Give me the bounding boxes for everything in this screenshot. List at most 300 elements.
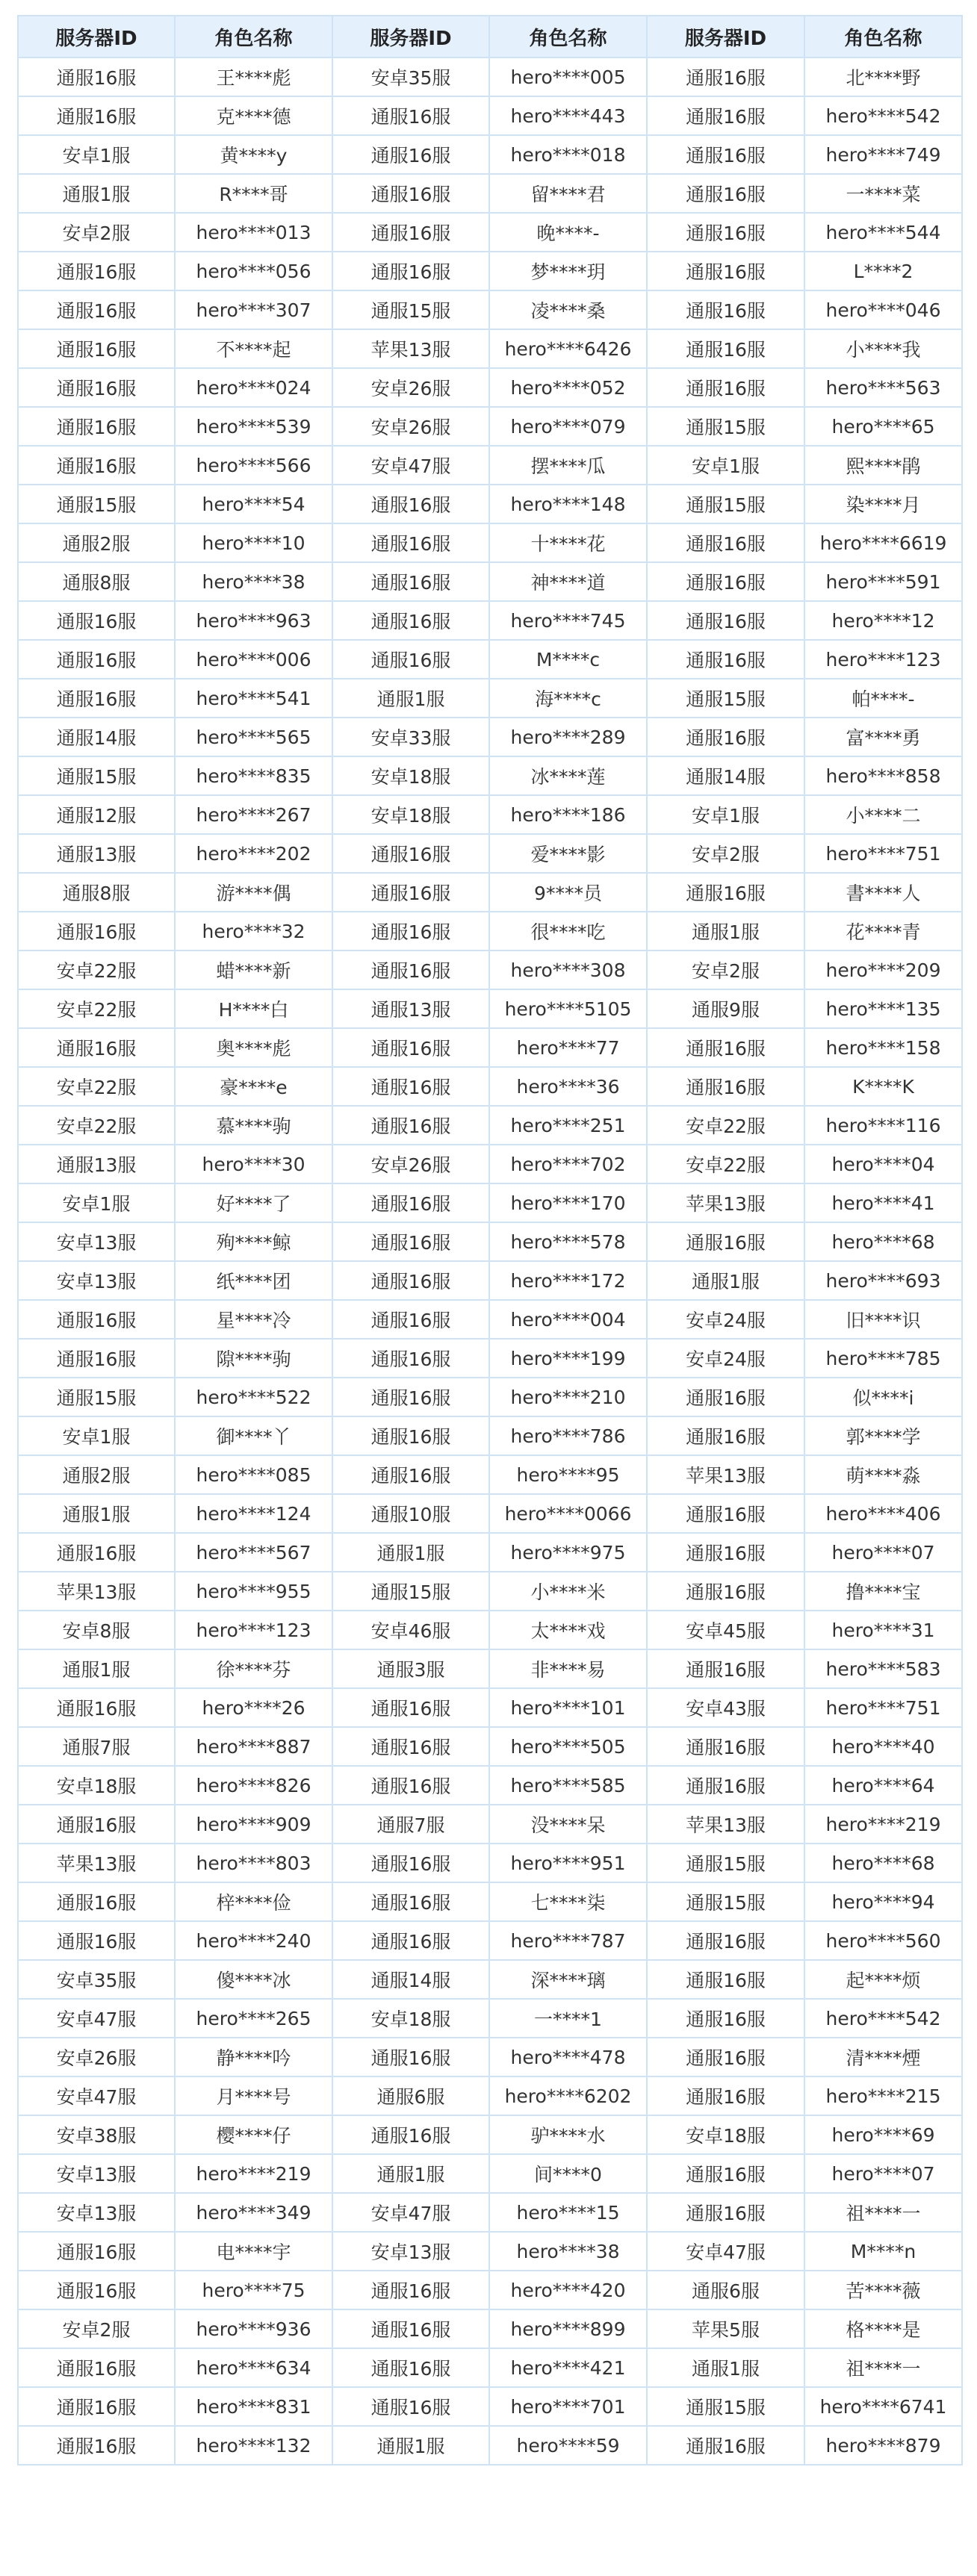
server-id-cell: 通服16服 <box>18 640 175 679</box>
server-id-cell: 安卓26服 <box>332 1145 489 1183</box>
role-name-cell: hero****41 <box>804 1183 962 1222</box>
table-row <box>18 640 962 679</box>
table-row <box>18 446 962 485</box>
table-row <box>18 96 962 135</box>
role-name-cell: 富****勇 <box>804 718 962 756</box>
server-id-cell: 安卓22服 <box>18 1067 175 1106</box>
server-id-cell: 安卓46服 <box>332 1611 489 1649</box>
table-row <box>18 1145 962 1183</box>
role-name-cell: hero****052 <box>489 368 647 407</box>
server-id-cell: 通服14服 <box>647 756 804 795</box>
role-name-cell: 似****i <box>804 1378 962 1416</box>
role-name-cell: 游****偶 <box>175 873 332 912</box>
server-id-cell: 安卓24服 <box>647 1300 804 1339</box>
server-id-cell: 安卓13服 <box>18 1261 175 1300</box>
server-id-cell: 通服1服 <box>332 1533 489 1572</box>
role-name-cell: M****n <box>804 2232 962 2271</box>
role-name-cell: hero****831 <box>175 2387 332 2426</box>
role-name-cell: 熙****鹃 <box>804 446 962 485</box>
role-name-cell: hero****693 <box>804 1261 962 1300</box>
server-id-cell: 安卓22服 <box>18 1106 175 1145</box>
table-row <box>18 1067 962 1106</box>
server-id-cell: 通服16服 <box>18 1882 175 1921</box>
role-name-cell: 十****花 <box>489 523 647 562</box>
server-id-cell: 通服16服 <box>647 57 804 96</box>
server-id-cell: 通服1服 <box>647 912 804 951</box>
server-id-cell: 苹果13服 <box>18 1844 175 1882</box>
role-name-cell: hero****307 <box>175 290 332 329</box>
server-id-cell: 通服16服 <box>18 1805 175 1844</box>
role-name-cell: hero****963 <box>175 601 332 640</box>
table-row <box>18 485 962 523</box>
role-name-cell: hero****170 <box>489 1183 647 1222</box>
server-id-cell: 安卓1服 <box>647 446 804 485</box>
role-name-cell: hero****265 <box>175 1999 332 2038</box>
server-id-cell: 通服16服 <box>647 1067 804 1106</box>
role-name-cell: hero****77 <box>489 1028 647 1067</box>
table-row <box>18 523 962 562</box>
role-name-cell: 9****员 <box>489 873 647 912</box>
server-id-cell: 通服16服 <box>647 1921 804 1960</box>
role-name-cell: 祖****一 <box>804 2348 962 2387</box>
table-row <box>18 1805 962 1844</box>
role-name-cell: hero****887 <box>175 1727 332 1766</box>
table-row <box>18 1688 962 1727</box>
role-name-cell: hero****803 <box>175 1844 332 1882</box>
role-name-cell: hero****123 <box>804 640 962 679</box>
role-name-cell: 清****煙 <box>804 2038 962 2076</box>
role-name-cell: hero****68 <box>804 1222 962 1261</box>
role-name-cell: hero****879 <box>804 2426 962 2465</box>
role-name-cell: hero****04 <box>804 1145 962 1183</box>
server-id-cell: 通服16服 <box>332 485 489 523</box>
role-name-cell: 小****二 <box>804 795 962 834</box>
table-row <box>18 1999 962 2038</box>
table-row <box>18 2232 962 2271</box>
server-id-cell: 苹果13服 <box>647 1183 804 1222</box>
server-id-cell: 安卓2服 <box>18 213 175 252</box>
server-id-cell: 安卓33服 <box>332 718 489 756</box>
role-name-cell: 御****丫 <box>175 1416 332 1455</box>
role-name-cell: hero****013 <box>175 213 332 252</box>
role-name-cell: hero****26 <box>175 1688 332 1727</box>
server-id-cell: 通服16服 <box>332 1028 489 1067</box>
server-id-cell: 通服16服 <box>647 1649 804 1688</box>
winner-list-table <box>17 15 963 2465</box>
role-name-cell: hero****522 <box>175 1378 332 1416</box>
role-name-cell: 电****宇 <box>175 2232 332 2271</box>
server-id-cell: 通服12服 <box>18 795 175 834</box>
server-id-cell: 安卓47服 <box>332 446 489 485</box>
role-name-cell: hero****199 <box>489 1339 647 1378</box>
server-id-cell: 通服16服 <box>332 1882 489 1921</box>
server-id-cell: 通服16服 <box>647 1960 804 1999</box>
table-row <box>18 1882 962 1921</box>
table-row <box>18 368 962 407</box>
role-name-cell: hero****32 <box>175 912 332 951</box>
server-id-cell: 通服16服 <box>647 1494 804 1533</box>
server-id-cell: 安卓18服 <box>647 2115 804 2154</box>
server-id-cell: 通服16服 <box>332 174 489 213</box>
server-id-cell: 安卓22服 <box>647 1145 804 1183</box>
role-name-cell: 撸****宝 <box>804 1572 962 1611</box>
role-name-cell: 傻****冰 <box>175 1960 332 1999</box>
table-row <box>18 679 962 718</box>
table-row <box>18 2038 962 2076</box>
server-id-cell: 通服16服 <box>332 2309 489 2348</box>
role-name-cell: 帕****- <box>804 679 962 718</box>
role-name-cell: hero****056 <box>175 252 332 290</box>
role-name-cell: 苦****薇 <box>804 2271 962 2309</box>
role-name-cell: 驴****水 <box>489 2115 647 2154</box>
table-row <box>18 135 962 174</box>
role-name-cell: hero****07 <box>804 2154 962 2193</box>
header-server-id-1: 服务器ID <box>18 16 175 57</box>
server-id-cell: 通服16服 <box>647 1999 804 2038</box>
header-row <box>18 16 962 57</box>
server-id-cell: 安卓45服 <box>647 1611 804 1649</box>
server-id-cell: 通服16服 <box>332 912 489 951</box>
server-id-cell: 通服16服 <box>18 252 175 290</box>
server-id-cell: 通服2服 <box>18 1455 175 1494</box>
server-id-cell: 安卓26服 <box>332 407 489 446</box>
role-name-cell: hero****542 <box>804 1999 962 2038</box>
server-id-cell: 通服16服 <box>647 1727 804 1766</box>
table-row <box>18 756 962 795</box>
table-row <box>18 873 962 912</box>
role-name-cell: hero****209 <box>804 951 962 989</box>
role-name-cell: hero****15 <box>489 2193 647 2232</box>
server-id-cell: 安卓2服 <box>647 951 804 989</box>
role-name-cell: hero****004 <box>489 1300 647 1339</box>
role-name-cell: hero****251 <box>489 1106 647 1145</box>
server-id-cell: 通服16服 <box>332 135 489 174</box>
role-name-cell: 隙****驹 <box>175 1339 332 1378</box>
server-id-cell: 安卓35服 <box>332 57 489 96</box>
role-name-cell: hero****132 <box>175 2426 332 2465</box>
server-id-cell: 安卓8服 <box>18 1611 175 1649</box>
table-row <box>18 1572 962 1611</box>
table-row <box>18 1766 962 1805</box>
role-name-cell: hero****75 <box>175 2271 332 2309</box>
server-id-cell: 通服16服 <box>18 368 175 407</box>
header-server-id-3: 服务器ID <box>647 16 804 57</box>
server-id-cell: 通服15服 <box>18 485 175 523</box>
server-id-cell: 通服7服 <box>332 1805 489 1844</box>
server-id-cell: 安卓13服 <box>18 2193 175 2232</box>
server-id-cell: 通服16服 <box>18 1300 175 1339</box>
role-name-cell: K****K <box>804 1067 962 1106</box>
role-name-cell: hero****267 <box>175 795 332 834</box>
server-id-cell: 安卓18服 <box>332 795 489 834</box>
server-id-cell: 通服13服 <box>18 1145 175 1183</box>
server-id-cell: 通服16服 <box>332 1183 489 1222</box>
role-name-cell: hero****578 <box>489 1222 647 1261</box>
role-name-cell: hero****64 <box>804 1766 962 1805</box>
table-row <box>18 718 962 756</box>
server-id-cell: 安卓26服 <box>18 2038 175 2076</box>
role-name-cell: 殉****鲸 <box>175 1222 332 1261</box>
server-id-cell: 通服16服 <box>18 2271 175 2309</box>
role-name-cell: hero****701 <box>489 2387 647 2426</box>
role-name-cell: hero****38 <box>489 2232 647 2271</box>
role-name-cell: hero****6202 <box>489 2076 647 2115</box>
table-row <box>18 2426 962 2465</box>
server-id-cell: 苹果13服 <box>647 1805 804 1844</box>
role-name-cell: 七****柒 <box>489 1882 647 1921</box>
role-name-cell: 静****吟 <box>175 2038 332 2076</box>
server-id-cell: 通服16服 <box>332 252 489 290</box>
server-id-cell: 通服16服 <box>18 912 175 951</box>
role-name-cell: 格****是 <box>804 2309 962 2348</box>
role-name-cell: 黄****y <box>175 135 332 174</box>
role-name-cell: 樱****仔 <box>175 2115 332 2154</box>
role-name-cell: hero****702 <box>489 1145 647 1183</box>
server-id-cell: 苹果13服 <box>18 1572 175 1611</box>
role-name-cell: hero****5105 <box>489 989 647 1028</box>
server-id-cell: 安卓47服 <box>18 2076 175 2115</box>
role-name-cell: hero****215 <box>804 2076 962 2115</box>
role-name-cell: hero****899 <box>489 2309 647 2348</box>
role-name-cell: hero****443 <box>489 96 647 135</box>
server-id-cell: 通服16服 <box>332 1067 489 1106</box>
table-row <box>18 1222 962 1261</box>
role-name-cell: 非****易 <box>489 1649 647 1688</box>
role-name-cell: hero****68 <box>804 1844 962 1882</box>
server-id-cell: 通服14服 <box>332 1960 489 1999</box>
server-id-cell: 苹果13服 <box>647 1455 804 1494</box>
server-id-cell: 通服16服 <box>332 213 489 252</box>
role-name-cell: H****白 <box>175 989 332 1028</box>
server-id-cell: 通服16服 <box>647 2038 804 2076</box>
role-name-cell: hero****10 <box>175 523 332 562</box>
server-id-cell: 通服16服 <box>332 1378 489 1416</box>
role-name-cell: hero****219 <box>804 1805 962 1844</box>
table-row <box>18 2076 962 2115</box>
server-id-cell: 通服16服 <box>332 601 489 640</box>
role-name-cell: hero****539 <box>175 407 332 446</box>
server-id-cell: 通服16服 <box>332 951 489 989</box>
server-id-cell: 通服1服 <box>18 174 175 213</box>
table-body <box>18 57 962 2465</box>
server-id-cell: 通服15服 <box>647 407 804 446</box>
table-row <box>18 1455 962 1494</box>
table-row <box>18 1649 962 1688</box>
role-name-cell: hero****785 <box>804 1339 962 1378</box>
role-name-cell: hero****12 <box>804 601 962 640</box>
server-id-cell: 通服16服 <box>332 1844 489 1882</box>
server-id-cell: 通服1服 <box>647 1261 804 1300</box>
server-id-cell: 通服16服 <box>332 2271 489 2309</box>
role-name-cell: hero****909 <box>175 1805 332 1844</box>
server-id-cell: 通服7服 <box>18 1727 175 1766</box>
server-id-cell: 通服16服 <box>332 96 489 135</box>
server-id-cell: 苹果5服 <box>647 2309 804 2348</box>
server-id-cell: 通服10服 <box>332 1494 489 1533</box>
server-id-cell: 通服16服 <box>647 2193 804 2232</box>
role-name-cell: hero****563 <box>804 368 962 407</box>
server-id-cell: 通服16服 <box>18 1688 175 1727</box>
server-id-cell: 通服2服 <box>18 523 175 562</box>
table-row <box>18 795 962 834</box>
server-id-cell: 安卓1服 <box>18 135 175 174</box>
server-id-cell: 安卓22服 <box>647 1106 804 1145</box>
role-name-cell: 郭****学 <box>804 1416 962 1455</box>
server-id-cell: 安卓47服 <box>18 1999 175 2038</box>
role-name-cell: hero****541 <box>175 679 332 718</box>
server-id-cell: 通服16服 <box>647 96 804 135</box>
server-id-cell: 通服16服 <box>332 1455 489 1494</box>
role-name-cell: 一****1 <box>489 1999 647 2038</box>
server-id-cell: 安卓22服 <box>18 989 175 1028</box>
role-name-cell: 旧****识 <box>804 1300 962 1339</box>
server-id-cell: 通服16服 <box>647 1028 804 1067</box>
role-name-cell: hero****858 <box>804 756 962 795</box>
server-id-cell: 通服16服 <box>332 640 489 679</box>
server-id-cell: 安卓1服 <box>647 795 804 834</box>
server-id-cell: 安卓47服 <box>647 2232 804 2271</box>
header-role-name-1: 角色名称 <box>175 16 332 57</box>
role-name-cell: hero****148 <box>489 485 647 523</box>
table-row <box>18 1611 962 1649</box>
table-row <box>18 290 962 329</box>
server-id-cell: 通服16服 <box>647 213 804 252</box>
role-name-cell: 间****0 <box>489 2154 647 2193</box>
role-name-cell: hero****786 <box>489 1416 647 1455</box>
role-name-cell: R****哥 <box>175 174 332 213</box>
role-name-cell: hero****158 <box>804 1028 962 1067</box>
table-row <box>18 2309 962 2348</box>
role-name-cell: 奥****彪 <box>175 1028 332 1067</box>
server-id-cell: 通服13服 <box>332 989 489 1028</box>
server-id-cell: 通服16服 <box>332 2038 489 2076</box>
role-name-cell: 好****了 <box>175 1183 332 1222</box>
server-id-cell: 通服16服 <box>18 407 175 446</box>
server-id-cell: 通服16服 <box>647 2154 804 2193</box>
server-id-cell: 安卓18服 <box>332 756 489 795</box>
role-name-cell: hero****583 <box>804 1649 962 1688</box>
table-row <box>18 1494 962 1533</box>
server-id-cell: 通服16服 <box>332 1261 489 1300</box>
table-row <box>18 2154 962 2193</box>
role-name-cell: 海****c <box>489 679 647 718</box>
server-id-cell: 通服16服 <box>332 834 489 873</box>
table-row <box>18 912 962 951</box>
server-id-cell: 通服15服 <box>18 1378 175 1416</box>
table-row <box>18 1339 962 1378</box>
server-id-cell: 安卓43服 <box>647 1688 804 1727</box>
server-id-cell: 通服1服 <box>18 1649 175 1688</box>
role-name-cell: hero****124 <box>175 1494 332 1533</box>
server-id-cell: 通服16服 <box>647 1533 804 1572</box>
role-name-cell: 冰****莲 <box>489 756 647 795</box>
table-row <box>18 1106 962 1145</box>
role-name-cell: L****2 <box>804 252 962 290</box>
table-row <box>18 2115 962 2154</box>
table-row <box>18 989 962 1028</box>
server-id-cell: 通服6服 <box>332 2076 489 2115</box>
role-name-cell: 花****青 <box>804 912 962 951</box>
server-id-cell: 通服16服 <box>647 135 804 174</box>
server-id-cell: 通服16服 <box>18 2348 175 2387</box>
server-id-cell: 通服15服 <box>647 1882 804 1921</box>
table-row <box>18 1921 962 1960</box>
role-name-cell: hero****40 <box>804 1727 962 1766</box>
role-name-cell: hero****95 <box>489 1455 647 1494</box>
role-name-cell: hero****955 <box>175 1572 332 1611</box>
role-name-cell: hero****975 <box>489 1533 647 1572</box>
table-row <box>18 1378 962 1416</box>
server-id-cell: 通服16服 <box>332 2348 489 2387</box>
role-name-cell: hero****634 <box>175 2348 332 2387</box>
table-row <box>18 2193 962 2232</box>
server-id-cell: 通服16服 <box>647 1222 804 1261</box>
role-name-cell: hero****751 <box>804 1688 962 1727</box>
role-name-cell: hero****6426 <box>489 329 647 368</box>
role-name-cell: hero****951 <box>489 1844 647 1882</box>
role-name-cell: 染****月 <box>804 485 962 523</box>
table-row <box>18 951 962 989</box>
role-name-cell: M****c <box>489 640 647 679</box>
server-id-cell: 通服15服 <box>332 1572 489 1611</box>
role-name-cell: hero****936 <box>175 2309 332 2348</box>
header-server-id-2: 服务器ID <box>332 16 489 57</box>
server-id-cell: 安卓18服 <box>332 1999 489 2038</box>
role-name-cell: hero****745 <box>489 601 647 640</box>
server-id-cell: 通服15服 <box>332 290 489 329</box>
role-name-cell: hero****31 <box>804 1611 962 1649</box>
role-name-cell: 爱****影 <box>489 834 647 873</box>
table-row <box>18 407 962 446</box>
server-id-cell: 安卓1服 <box>18 1416 175 1455</box>
server-id-cell: 安卓2服 <box>18 2309 175 2348</box>
server-id-cell: 通服16服 <box>18 679 175 718</box>
server-id-cell: 安卓26服 <box>332 368 489 407</box>
table-row <box>18 1844 962 1882</box>
server-id-cell: 通服15服 <box>647 1844 804 1882</box>
server-id-cell: 通服16服 <box>647 290 804 329</box>
server-id-cell: 通服16服 <box>332 523 489 562</box>
role-name-cell: hero****349 <box>175 2193 332 2232</box>
role-name-cell: hero****240 <box>175 1921 332 1960</box>
role-name-cell: hero****30 <box>175 1145 332 1183</box>
role-name-cell: hero****085 <box>175 1455 332 1494</box>
server-id-cell: 通服16服 <box>647 1572 804 1611</box>
server-id-cell: 通服1服 <box>332 2426 489 2465</box>
role-name-cell: hero****835 <box>175 756 332 795</box>
table-row <box>18 1028 962 1067</box>
winner-list-container <box>17 15 961 2465</box>
role-name-cell: hero****210 <box>489 1378 647 1416</box>
table-row <box>18 601 962 640</box>
server-id-cell: 通服16服 <box>18 2426 175 2465</box>
role-name-cell: hero****006 <box>175 640 332 679</box>
server-id-cell: 通服8服 <box>18 562 175 601</box>
role-name-cell: hero****116 <box>804 1106 962 1145</box>
role-name-cell: hero****591 <box>804 562 962 601</box>
table-row <box>18 1183 962 1222</box>
server-id-cell: 通服16服 <box>647 718 804 756</box>
server-id-cell: 安卓13服 <box>332 2232 489 2271</box>
server-id-cell: 通服16服 <box>332 1727 489 1766</box>
role-name-cell: hero****544 <box>804 213 962 252</box>
role-name-cell: hero****478 <box>489 2038 647 2076</box>
role-name-cell: hero****046 <box>804 290 962 329</box>
role-name-cell: 太****戏 <box>489 1611 647 1649</box>
role-name-cell: 萌****淼 <box>804 1455 962 1494</box>
server-id-cell: 通服16服 <box>647 1378 804 1416</box>
server-id-cell: 安卓38服 <box>18 2115 175 2154</box>
